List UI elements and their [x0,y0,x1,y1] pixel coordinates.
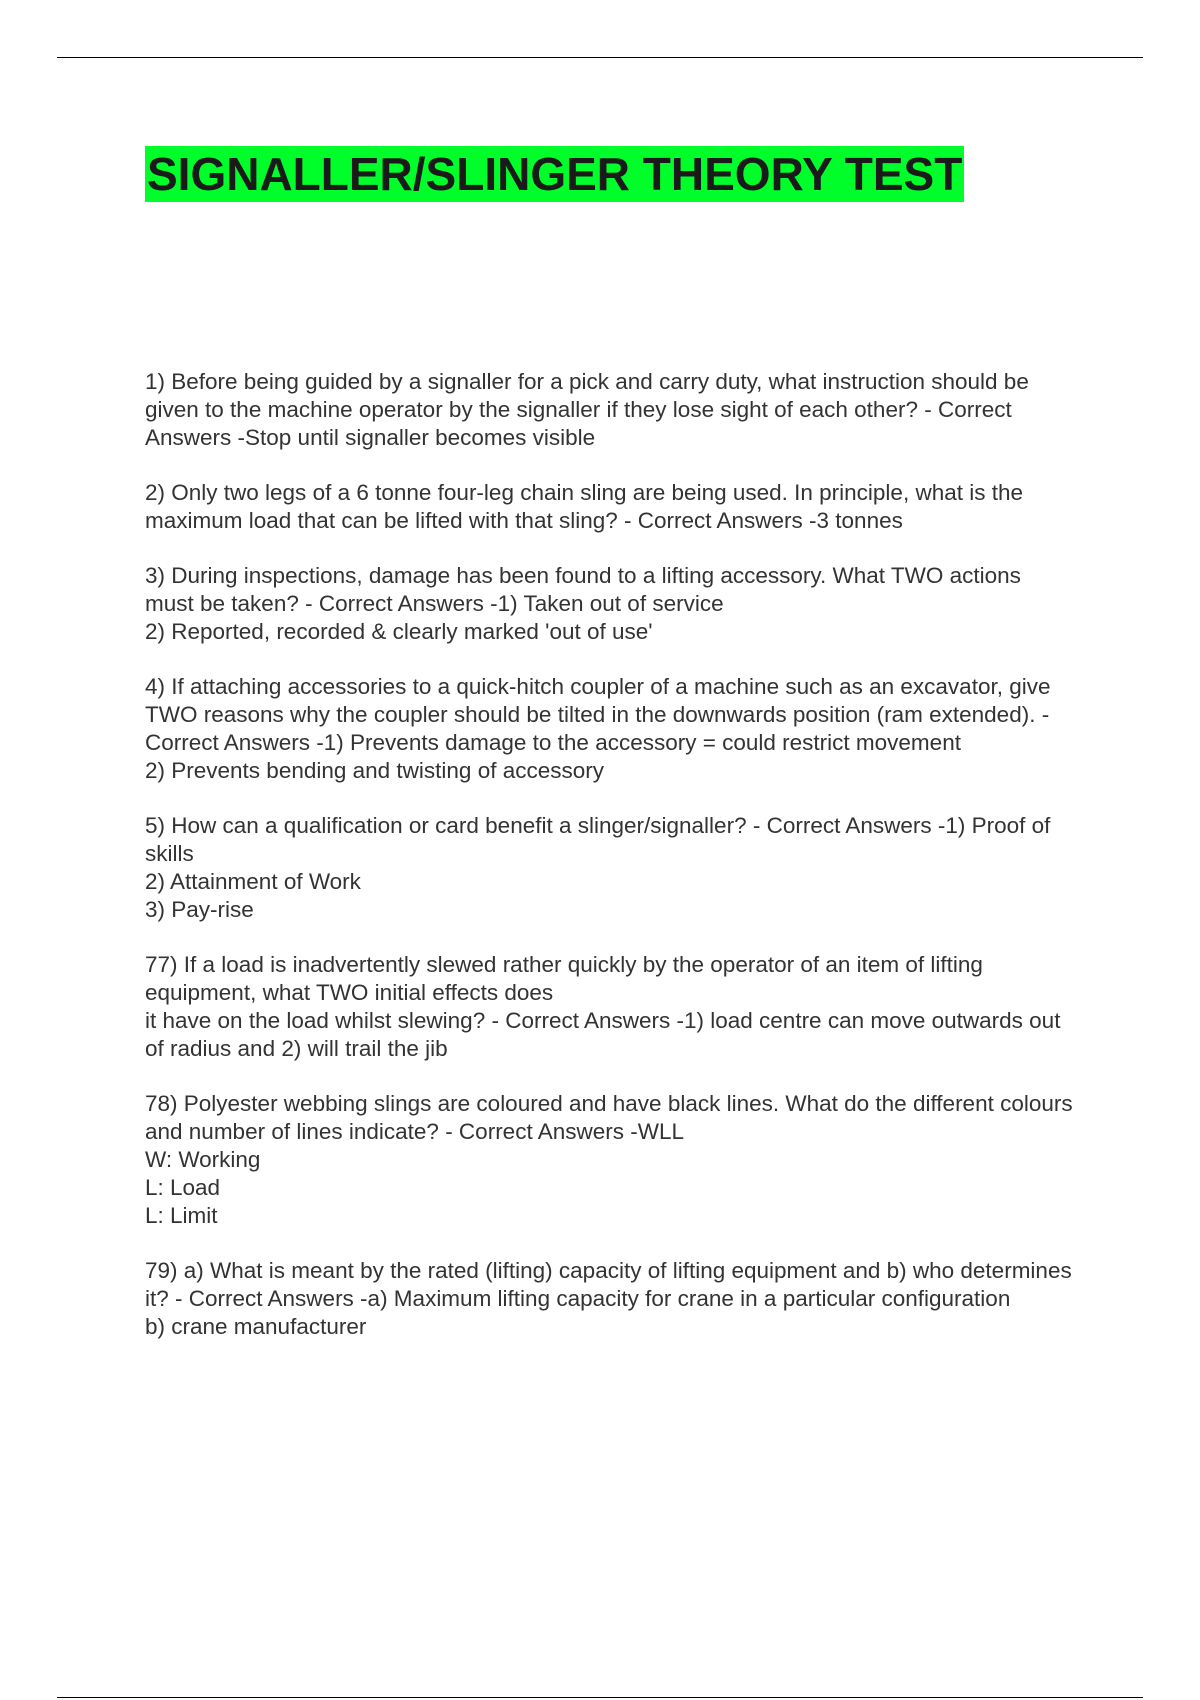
question-item [145,479,1075,535]
question-text: 79) a) What is meant by the rated (lifting) capacity of lifting equipment and b) who determines it? - Correct Answers -a) Maximum lifting capacity for crane in a particular configuration [145,1258,1072,1311]
question-list [145,368,1075,1368]
question-text: 2) Only two legs of a 6 tonne four-leg chain sling are being used. In principle, what is the maximum load that can be lifted with that sling? - Correct Answers -3 tonnes [145,480,1024,533]
answer-line: 2) Reported, recorded & clearly marked 'out of use' [145,619,653,644]
answer-line: L: Limit [145,1203,218,1228]
title-block [145,146,964,202]
question-item [145,951,1075,1063]
document-title: SIGNALLER/SLINGER THEORY TEST [147,148,963,200]
question-item [145,562,1075,646]
answer-line: L: Load [145,1175,221,1200]
question-text: 78) Polyester webbing slings are coloured and have black lines. What do the different colours and number of lines indicate? - Correct Answers -WLL [145,1091,1073,1144]
answer-line: it have on the load whilst slewing? - Correct Answers -1) load centre can move outwards out of radius and 2) will trail the jib [145,1008,1061,1061]
question-text: 3) During inspections, damage has been found to a lifting accessory. What TWO actions must be taken? - Correct Answers -1) Taken out of service [145,563,1021,616]
answer-line: 3) Pay-rise [145,897,254,922]
answer-line: 2) Attainment of Work [145,869,361,894]
question-text: 1) Before being guided by a signaller for a pick and carry duty, what instruction should be given to the machine operator by the signaller if they lose sight of each other? - Correct Answers -Stop until signaller becomes visible [145,369,1029,450]
question-item [145,673,1075,785]
question-item [145,368,1075,452]
question-text: 5) How can a qualification or card benefit a slinger/signaller? - Correct Answers -1) Proof of skills [145,813,1051,866]
question-item [145,1090,1075,1230]
question-item [145,1257,1075,1341]
bottom-rule [57,1697,1143,1698]
answer-line: 2) Prevents bending and twisting of accessory [145,758,604,783]
question-text: 77) If a load is inadvertently slewed rather quickly by the operator of an item of lifting equipment, what TWO initial effects does [145,952,983,1005]
question-text: 4) If attaching accessories to a quick-hitch coupler of a machine such as an excavator, give TWO reasons why the coupler should be tilted in the downwards position (ram extended). - Correct Answers -1) Prevents damage to the accessory = could restrict movement [145,674,1051,755]
answer-line: W: Working [145,1147,261,1172]
answer-line: b) crane manufacturer [145,1314,367,1339]
top-rule [57,57,1143,58]
question-item [145,812,1075,924]
